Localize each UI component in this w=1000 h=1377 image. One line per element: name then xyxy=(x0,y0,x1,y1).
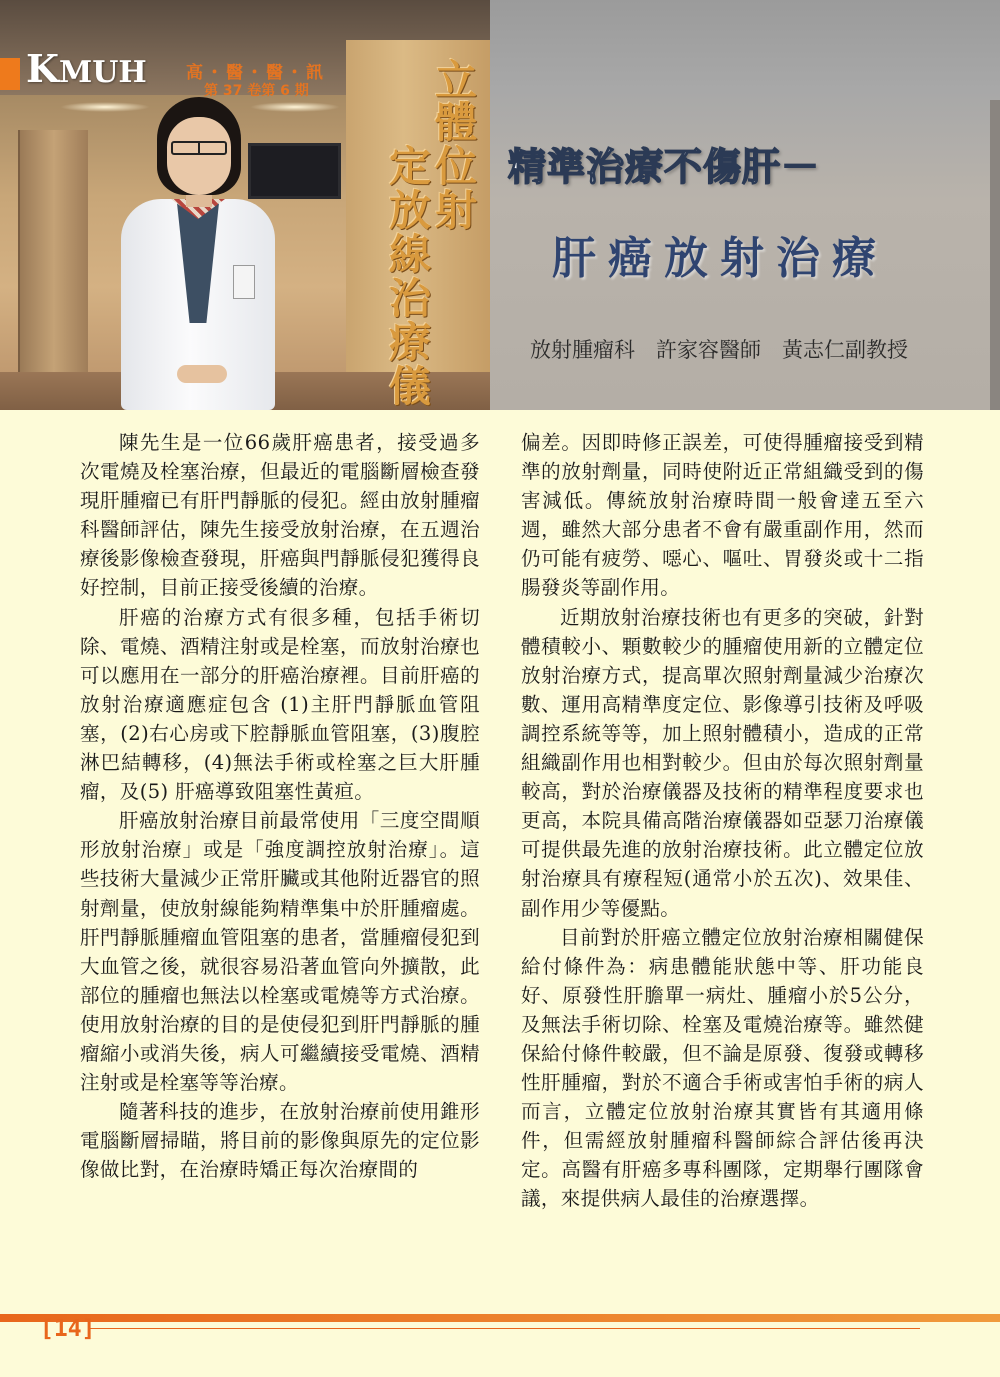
sign-character: 放 xyxy=(389,186,432,235)
sign-character: 立 xyxy=(435,56,478,105)
sign-character: 射 xyxy=(435,186,478,235)
sign-character: 儀 xyxy=(389,362,432,410)
paragraph: 肝癌放射治療目前最常使用「三度空間順形放射治療」或是「強度調控放射治療」。這些技術大量減少正常肝臟或其他附近器官的照射劑量，使放射線能夠精準集中於肝腫瘤處。肝門靜脈腫瘤血管阻塞的患者，當腫瘤侵犯到大血管之後，就很容易沿著血管向外擴散，此部位的腫瘤也無法以栓塞或電燒等方式治療。使用放射治療的目的是使侵犯到肝門靜脈的腫瘤縮小或消失後，病人可繼續接受電燒、酒精注射或是栓塞等等治療。 xyxy=(80,809,480,1095)
sign-character: 治 xyxy=(389,274,432,323)
face xyxy=(167,117,231,195)
photo-door xyxy=(18,130,88,410)
paragraph: 隨著科技的進步，在放射治療前使用錐形電腦斷層掃瞄，將目前的影像與原先的定位影像做比對，在治療時矯正每次治療間的 xyxy=(80,1100,480,1182)
header-banner xyxy=(0,0,1000,410)
paragraph: 偏差。因即時修正誤差，可使得腫瘤接受到精準的放射劑量，同時使附近正常組織受到的傷害減低。傳統放射治療時間一般會達五至六週，雖然大部分患者不會有嚴重副作用，然而仍可能有疲勞、噁心、嘔吐、胃發炎或十二指腸發炎等副作用。 xyxy=(521,431,924,600)
article-authors: 放射腫瘤科 許家容醫師 黃志仁副教授 xyxy=(530,338,908,362)
footer-bar xyxy=(0,1314,1000,1322)
doctor-figure xyxy=(115,97,280,410)
sign-character: 線 xyxy=(389,230,432,279)
sign-character: 定 xyxy=(389,142,432,191)
hands xyxy=(177,365,227,383)
paragraph: 目前對於肝癌立體定位放射治療相關健保給付條件為：病患體能狀態中等、肝功能良好、原發性肝膽單一病灶、腫瘤小於5公分，及無法手術切除、栓塞及電燒治療等。雖然健保給付條件較嚴，但不論是原發、復發或轉移性肝腫瘤，對於不適合手術或害怕手術的病人而言，立體定位放射治療其實皆有其適用條件，但需經放射腫瘤科醫師綜合評估後再決定。高醫有肝癌多專科團隊，定期舉行團隊會議，來提供病人最佳的治療選擇。 xyxy=(521,925,924,1211)
magazine-name: 高・醫・醫・訊 xyxy=(186,63,326,83)
paragraph: 肝癌的治療方式有很多種，包括手術切除、電燒、酒精注射或是栓塞，而放射治療也可以應用在一部分的肝癌治療裡。目前肝癌的放射治療適應症包含 (1)主肝門靜脈血管阻塞，(2)右心房或下腔靜脈血管阻塞，(3)腹腔淋巴結轉移，(4)無法手術或栓塞之巨大肝腫瘤，及(5) 肝癌導致阻塞性黃疸。 xyxy=(80,605,480,804)
paragraph: 近期放射治療技術也有更多的突破，針對體積較小、顆數較少的腫瘤使用新的立體定位放射治療方式，提高單次照射劑量減少治療次數、運用高精準度定位、影像導引技術及呼吸調控系統等等，加上照射體積小，造成的正常組織副作用也相對較少。但由於每次照射劑量較高，對於治療儀器及技術的精準程度要求也更高，本院具備高階治療儀器如亞瑟刀治療儀可提供最先進的放射治療技術。此立體定位放射治療具有療程短(通常小於五次)、效果佳、副作用少等優點。 xyxy=(521,605,924,920)
issue-number: 第 37 卷第 6 期 xyxy=(204,83,309,99)
vertical-sign xyxy=(385,56,485,410)
kmuh-logo: KMUH xyxy=(26,46,147,91)
edge-stripe xyxy=(990,100,1000,410)
id-badge xyxy=(233,265,255,299)
article-title-line1: 精準治療不傷肝－ xyxy=(508,145,821,189)
sign-character: 位 xyxy=(435,142,478,191)
logo-accent-bar xyxy=(0,58,20,90)
body-column-left xyxy=(80,428,480,1184)
glasses-icon xyxy=(171,141,227,155)
page-number: [14] xyxy=(40,1316,96,1342)
footer-rule xyxy=(90,1328,920,1329)
sign-character: 體 xyxy=(435,98,478,147)
sign-character: 療 xyxy=(389,318,432,367)
paragraph: 陳先生是一位66歲肝癌患者，接受過多次電燒及栓塞治療，但最近的電腦斷層檢查發現肝腫瘤已有肝門靜脈的侵犯。經由放射腫瘤科醫師評估，陳先生接受放射治療，在五週治療後影像檢查發現，肝癌與門靜脈侵犯獲得良好控制，目前正接受後續的治療。 xyxy=(80,431,480,600)
body-column-right xyxy=(521,428,924,1214)
article-title-line2: 肝癌放射治療 xyxy=(552,233,888,284)
